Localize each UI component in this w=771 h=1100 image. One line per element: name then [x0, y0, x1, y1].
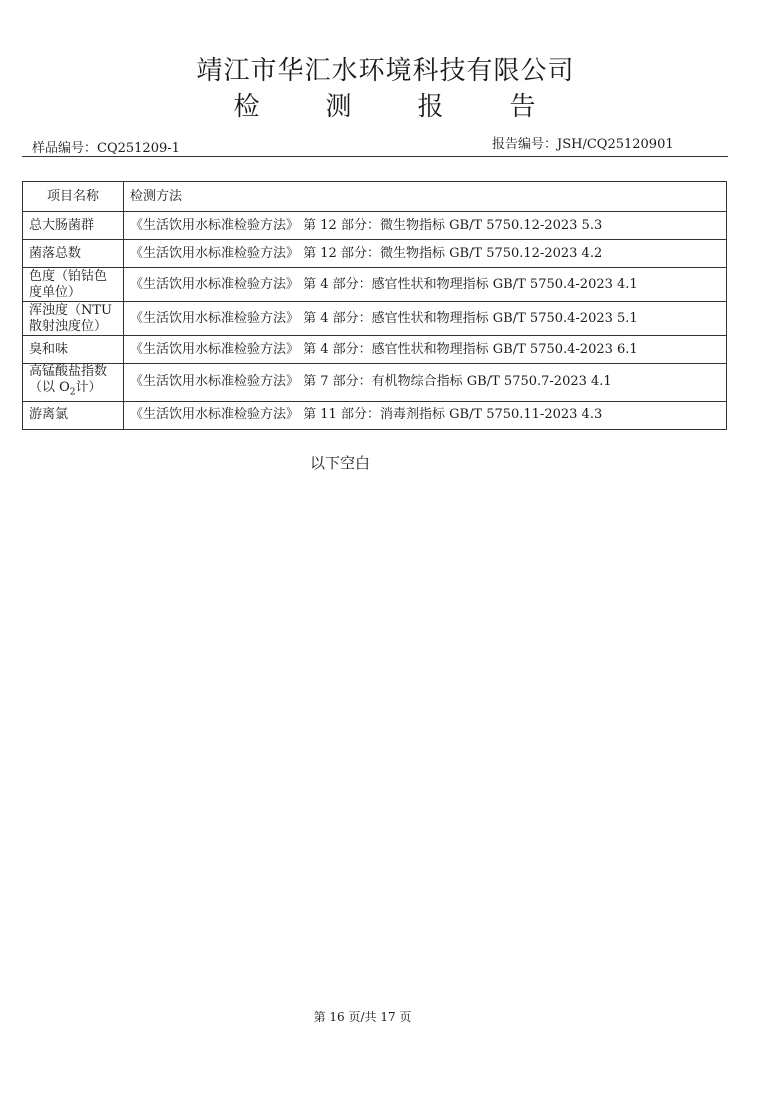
method-table	[22, 181, 727, 430]
subscript: 2	[69, 387, 76, 398]
table-row	[23, 240, 727, 268]
method-text: 《生活饮用水标准检验方法》 第 11 部分：消毒剂指标 GB/T 5750.11-2023 4.3	[124, 401, 727, 429]
item-name-part: （以 O	[29, 380, 70, 395]
table-row	[23, 336, 727, 364]
item-name: 总大肠菌群	[23, 212, 124, 240]
item-name: 游离氯	[23, 401, 124, 429]
title-char-1: 检	[233, 92, 262, 122]
report-title	[0, 86, 771, 123]
table-row	[23, 302, 727, 336]
title-char-2: 测	[325, 92, 354, 122]
item-name-part: 计）	[75, 380, 102, 395]
item-name: 浑浊度（NTU散射浊度位）	[23, 302, 124, 336]
method-text: 《生活饮用水标准检验方法》 第 4 部分：感官性状和物理指标 GB/T 5750.4-2023 5.1	[124, 302, 727, 336]
item-name: 臭和味	[23, 336, 124, 364]
method-text: 《生活饮用水标准检验方法》 第 4 部分：感官性状和物理指标 GB/T 5750.4-2023 6.1	[124, 336, 727, 364]
table-row	[23, 268, 727, 302]
method-text: 《生活饮用水标准检验方法》 第 4 部分：感官性状和物理指标 GB/T 5750.4-2023 4.1	[124, 268, 727, 302]
sample-number: 样品编号：CQ251209-1	[32, 141, 180, 156]
item-name: 菌落总数	[23, 240, 124, 268]
title-char-4: 告	[509, 92, 538, 122]
company-name: 靖江市华汇水环境科技有限公司	[196, 56, 575, 86]
header-item-name: 项目名称	[23, 182, 124, 212]
table-row	[23, 212, 727, 240]
item-name	[23, 364, 124, 402]
report-number: 报告编号：JSH/CQ25120901	[492, 137, 674, 152]
table-row	[23, 364, 727, 402]
page-footer: 第 16 页/共 17 页	[313, 1010, 412, 1024]
item-name-line2	[29, 380, 117, 401]
method-text: 《生活饮用水标准检验方法》 第 7 部分：有机物综合指标 GB/T 5750.7-2023 4.1	[124, 364, 727, 402]
header-method: 检测方法	[124, 182, 727, 212]
method-text: 《生活饮用水标准检验方法》 第 12 部分：微生物指标 GB/T 5750.12-2023 4.2	[124, 240, 727, 268]
item-name-line1: 高锰酸盐指数	[29, 364, 108, 379]
title-char-3: 报	[417, 92, 446, 122]
table-row	[23, 401, 727, 429]
blank-below-note: 以下空白	[309, 454, 370, 472]
item-name: 色度（铂钴色度单位）	[23, 268, 124, 302]
method-text: 《生活饮用水标准检验方法》 第 12 部分：微生物指标 GB/T 5750.12-2023 5.3	[124, 212, 727, 240]
header-divider	[22, 156, 728, 157]
table-header-row	[23, 182, 727, 212]
